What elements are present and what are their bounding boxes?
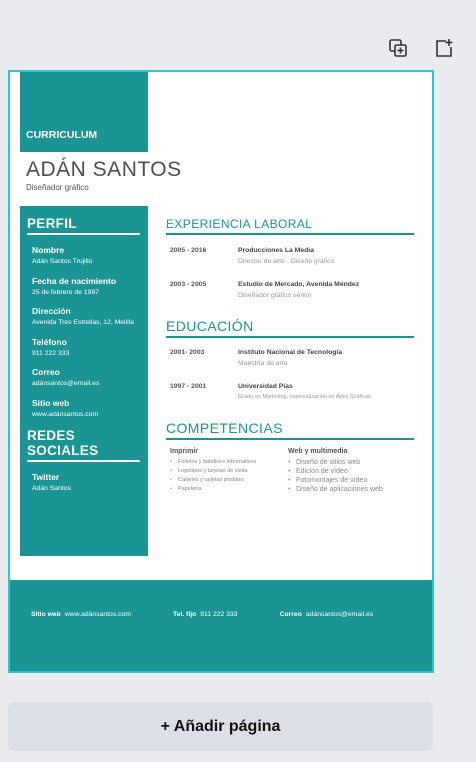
skills-title: COMPETENCIAS	[166, 420, 414, 440]
profile-value: 911 222 333	[32, 349, 70, 357]
entry-title: Producciones La Media	[238, 247, 314, 254]
social-value: Adán Santos	[32, 485, 71, 493]
skill-item: • Edición de vídeo	[288, 468, 406, 475]
sidebar	[20, 206, 148, 556]
main-content	[166, 217, 414, 495]
skill-item: • Fotomontajes de vídeo	[288, 477, 406, 484]
profile-value: Adán Santos Trujillo	[32, 258, 93, 265]
profile-label: Fecha de nacimiento	[32, 275, 117, 286]
social-item-twitter	[27, 472, 140, 494]
profile-item-birth	[27, 276, 140, 298]
entry-subtitle: Maestría de arte	[238, 360, 288, 367]
footer-value: 911 222 333	[200, 611, 238, 618]
skill-item: • Diseño de aplicaciones web	[288, 486, 406, 493]
skills-head: Imprimir	[170, 448, 199, 455]
entry-date: 2005 - 2016	[170, 247, 207, 254]
footer-value: www.adánsantos.com	[64, 611, 131, 618]
social-label: Twitter	[32, 472, 60, 483]
education-entry	[166, 349, 414, 367]
profile-label: Dirección	[32, 306, 71, 317]
skills-columns	[166, 448, 414, 495]
resume-role: Diseñador gráfico	[26, 183, 89, 192]
profile-item-website	[27, 398, 140, 420]
skill-item: • Diseño de sitios web	[288, 459, 406, 466]
footer-phone	[173, 611, 238, 618]
entry-date: 1997 - 2001	[170, 383, 207, 390]
entry-title: Estudio de Mercado, Avenida Méndez	[238, 281, 360, 288]
footer-website	[31, 611, 131, 618]
skill-item: • Papelería	[170, 486, 288, 492]
education-title: EDUCACIÓN	[166, 318, 414, 338]
profile-item-name	[27, 245, 140, 267]
profile-value: www.adánsantos.com	[32, 410, 99, 418]
resume-page[interactable]	[8, 70, 434, 673]
experience-title: EXPERIENCIA LABORAL	[166, 217, 414, 235]
duplicate-page-icon[interactable]	[386, 36, 410, 60]
profile-item-email	[27, 367, 140, 389]
entry-date: 2001- 2003	[170, 349, 205, 356]
profile-label: Teléfono	[32, 336, 67, 347]
skills-web	[288, 448, 406, 495]
social-title: REDES SOCIALES	[27, 428, 140, 462]
profile-label: Sitio web	[32, 397, 70, 408]
experience-entry	[166, 247, 414, 265]
footer-label: Tel. fijo	[172, 611, 197, 618]
skill-item: • Folletos y boletines informativos	[170, 459, 288, 465]
resume-name: ADÁN SANTOS	[26, 158, 182, 181]
footer-email	[280, 611, 374, 618]
profile-label: Nombre	[32, 245, 65, 255]
entry-date: 2003 - 2005	[170, 281, 207, 288]
profile-item-address	[27, 306, 140, 328]
curriculum-label: CURRICULUM	[26, 129, 98, 141]
skill-item: • Carteles y tarjetas postales	[170, 477, 288, 483]
footer	[10, 580, 432, 671]
add-page-icon[interactable]	[432, 36, 456, 60]
profile-title: PERFIL	[27, 216, 140, 235]
skills-head: Web y multimedia	[288, 448, 348, 455]
profile-value: 25 de febrero de 1987	[32, 288, 99, 296]
entry-subtitle: Grado en Marketing, especialización en Artes Gráficas	[238, 394, 371, 400]
footer-label: Sitio web	[31, 611, 61, 618]
education-entry	[166, 383, 414, 400]
entry-subtitle: Director de arte · Diseño gráfico	[238, 258, 335, 265]
footer-value: adánsantos@email.es	[305, 611, 374, 618]
entry-title: Universidad Pías	[238, 383, 293, 390]
profile-label: Correo	[32, 367, 60, 378]
skill-item: • Logotipos y tarjetas de visita	[170, 468, 288, 474]
profile-item-phone	[27, 337, 140, 359]
experience-entry	[166, 281, 414, 299]
entry-title: Instituto Nacional de Tecnología	[238, 349, 343, 356]
add-page-button[interactable]: + Añadir página	[8, 702, 433, 751]
skills-print	[170, 448, 288, 495]
profile-value: adánsantos@email.es	[32, 380, 100, 388]
footer-label: Correo	[279, 611, 302, 618]
profile-value: Avenida Tres Estrellas, 12, Melilla	[32, 319, 134, 327]
page-actions	[386, 36, 456, 60]
entry-subtitle: Diseñador gráfico sénior	[238, 292, 312, 299]
